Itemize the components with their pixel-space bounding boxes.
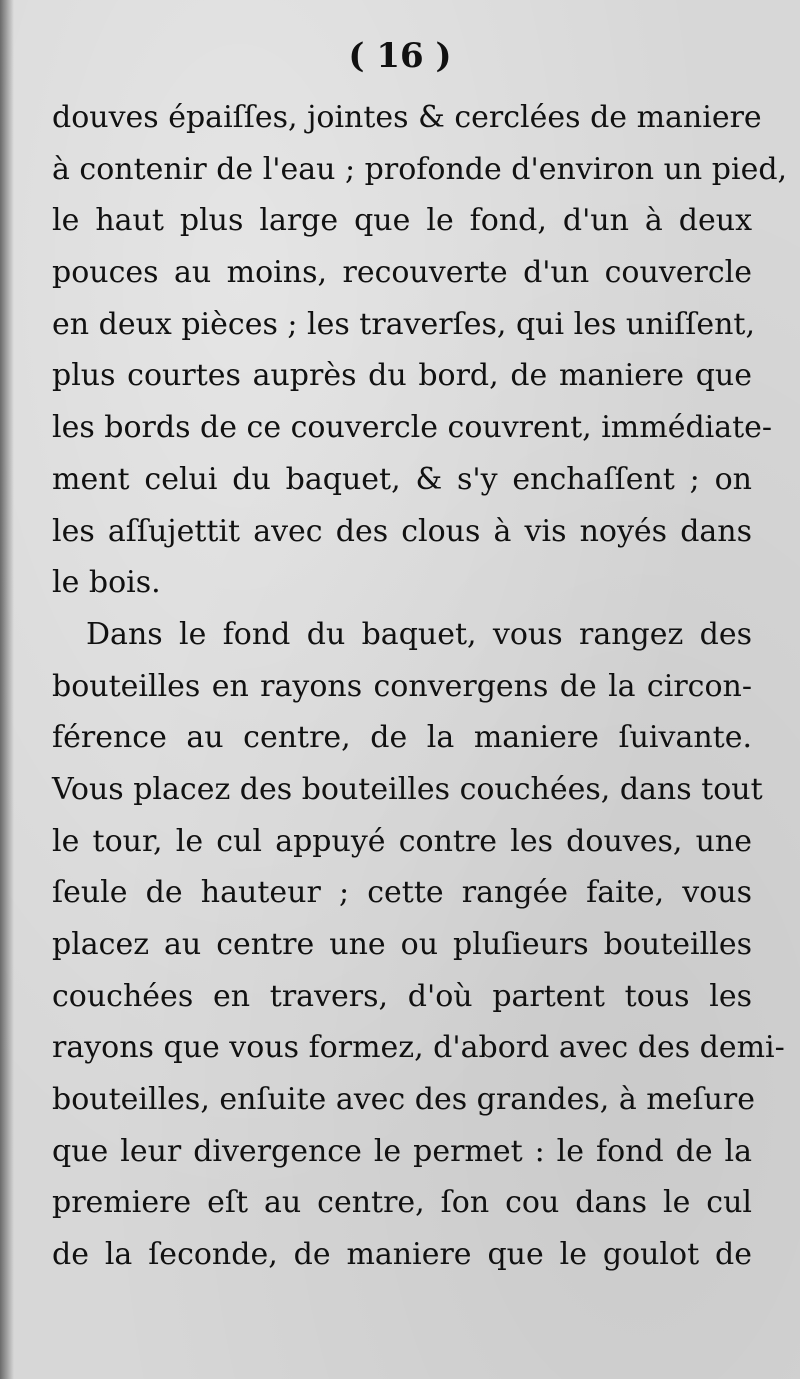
text-line: les bords de ce couvercle couvrent, immédiate- <box>52 410 773 446</box>
page-number: ( 16 ) <box>348 36 452 76</box>
text-line: premiere eſt au centre, ſon cou dans le cul <box>52 1185 752 1221</box>
text-line: ſeule de hauteur ; cette rangée faite, vous <box>52 875 752 911</box>
text-line: le haut plus large que le fond, d'un à deux <box>52 203 752 239</box>
text-line: rayons que vous formez, d'abord avec des demi- <box>52 1030 785 1066</box>
text-line: férence au centre, de la maniere ſuivante. <box>52 720 752 756</box>
text-line: de la ſeconde, de maniere que le goulot de <box>52 1237 752 1273</box>
text-line: plus courtes auprès du bord, de maniere que <box>52 358 752 394</box>
text-line: pouces au moins, recouverte d'un couvercle <box>52 255 752 291</box>
text-line: Vous placez des bouteilles couchées, dans tout <box>52 771 763 807</box>
text-line: bouteilles en rayons convergens de la circon- <box>52 668 752 704</box>
page-gutter-shadow <box>0 0 14 1379</box>
text-line: Dans le fond du baquet, vous rangez des <box>86 616 752 652</box>
text-line: que leur divergence le permet : le fond de la <box>52 1133 752 1169</box>
text-line: couchées en travers, d'où partent tous les <box>52 978 752 1014</box>
text-line: le bois. <box>52 565 161 601</box>
text-line: à contenir de l'eau ; profonde d'environ un pied, <box>52 151 788 187</box>
text-line: placez au centre une ou pluſieurs bouteilles <box>52 927 752 962</box>
text-line: en deux pièces ; les traverſes, qui les uniſſent, <box>52 306 756 342</box>
body-text <box>52 92 788 1281</box>
text-line: le tour, le cul appuyé contre les douves, une <box>52 823 752 859</box>
text-line: ment celui du baquet, & s'y enchaſſent ; on <box>52 461 752 497</box>
text-line: douves épaiſſes, jointes & cerclées de maniere <box>52 100 762 135</box>
text-line: bouteilles, enſuite avec des grandes, à meſure <box>52 1082 755 1118</box>
text-line: les aſſujettit avec des clous à vis noyés dans <box>52 513 752 549</box>
